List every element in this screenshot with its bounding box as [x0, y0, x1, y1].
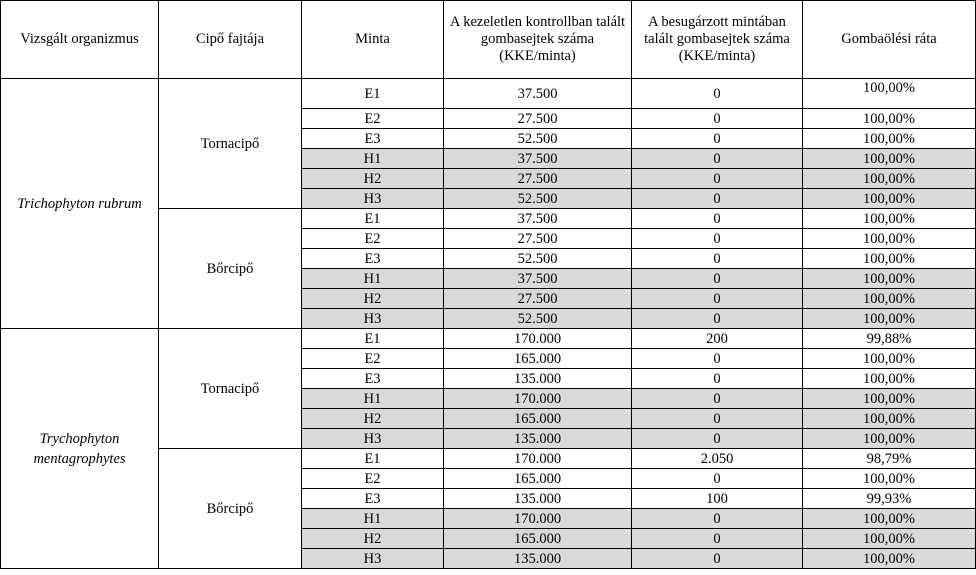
control-count-cell: 165.000: [444, 349, 632, 369]
sample-cell: H1: [302, 509, 444, 529]
irradiated-count-cell: 0: [632, 469, 803, 489]
sample-cell: H3: [302, 309, 444, 329]
control-count-cell: 135.000: [444, 369, 632, 389]
header-row: [1, 1, 976, 79]
sample-cell: E3: [302, 249, 444, 269]
sample-cell: H1: [302, 269, 444, 289]
sample-cell: H2: [302, 169, 444, 189]
control-count-cell: 37.500: [444, 149, 632, 169]
sample-cell: E2: [302, 469, 444, 489]
irradiated-count-cell: 0: [632, 529, 803, 549]
irradiated-count-cell: 0: [632, 189, 803, 209]
kill-rate-cell: 99,93%: [803, 489, 976, 509]
header-control-count: A kezeletlen kontrollban talált gombasejtek száma (KKE/minta): [444, 1, 632, 79]
control-count-cell: 170.000: [444, 449, 632, 469]
control-count-cell: 37.500: [444, 269, 632, 289]
kill-rate-cell: 100,00%: [803, 369, 976, 389]
shoe-type-cell: Tornacipő: [159, 79, 302, 209]
sample-cell: E2: [302, 229, 444, 249]
sample-cell: E1: [302, 449, 444, 469]
sample-cell: H1: [302, 389, 444, 409]
kill-rate-cell: 100,00%: [803, 249, 976, 269]
kill-rate-cell: 100,00%: [803, 289, 976, 309]
kill-rate-cell: 100,00%: [803, 509, 976, 529]
irradiated-count-cell: 100: [632, 489, 803, 509]
kill-rate-cell: 100,00%: [803, 389, 976, 409]
table-row: [1, 79, 976, 109]
control-count-cell: 27.500: [444, 169, 632, 189]
control-count-cell: 170.000: [444, 329, 632, 349]
sample-cell: E3: [302, 489, 444, 509]
irradiated-count-cell: 0: [632, 129, 803, 149]
organism-cell: Trychophyton mentagrophytes: [1, 329, 159, 569]
kill-rate-cell: 100,00%: [803, 189, 976, 209]
irradiated-count-cell: 0: [632, 229, 803, 249]
irradiated-count-cell: 2.050: [632, 449, 803, 469]
irradiated-count-cell: 0: [632, 549, 803, 569]
table-row: [1, 329, 976, 349]
control-count-cell: 52.500: [444, 129, 632, 149]
sample-cell: E2: [302, 349, 444, 369]
sample-cell: E1: [302, 209, 444, 229]
kill-rate-cell: 100,00%: [803, 129, 976, 149]
irradiated-count-cell: 0: [632, 109, 803, 129]
control-count-cell: 37.500: [444, 209, 632, 229]
kill-rate-cell: 100,00%: [803, 409, 976, 429]
control-count-cell: 135.000: [444, 489, 632, 509]
shoe-type-cell: Tornacipő: [159, 329, 302, 449]
sample-cell: E3: [302, 369, 444, 389]
irradiated-count-cell: 0: [632, 289, 803, 309]
sample-cell: H2: [302, 409, 444, 429]
control-count-cell: 27.500: [444, 289, 632, 309]
irradiated-count-cell: 0: [632, 79, 803, 109]
sample-cell: E3: [302, 129, 444, 149]
kill-rate-cell: 99,88%: [803, 329, 976, 349]
control-count-cell: 165.000: [444, 529, 632, 549]
sample-cell: H3: [302, 549, 444, 569]
header-shoe-type: Cipő fajtája: [159, 1, 302, 79]
irradiated-count-cell: 0: [632, 149, 803, 169]
sample-cell: E1: [302, 329, 444, 349]
control-count-cell: 135.000: [444, 429, 632, 449]
kill-rate-cell: 100,00%: [803, 169, 976, 189]
control-count-cell: 37.500: [444, 79, 632, 109]
control-count-cell: 170.000: [444, 389, 632, 409]
control-count-cell: 165.000: [444, 409, 632, 429]
sample-cell: H3: [302, 429, 444, 449]
kill-rate-cell: 100,00%: [803, 549, 976, 569]
control-count-cell: 52.500: [444, 249, 632, 269]
kill-rate-cell: 100,00%: [803, 469, 976, 489]
irradiated-count-cell: 0: [632, 369, 803, 389]
shoe-type-cell: Bőrcipő: [159, 449, 302, 569]
sample-cell: H1: [302, 149, 444, 169]
irradiated-count-cell: 0: [632, 269, 803, 289]
kill-rate-cell: 100,00%: [803, 529, 976, 549]
sample-cell: H3: [302, 189, 444, 209]
kill-rate-cell: 98,79%: [803, 449, 976, 469]
irradiated-count-cell: 0: [632, 169, 803, 189]
kill-rate-cell: 100,00%: [803, 109, 976, 129]
kill-rate-cell: 100,00%: [803, 79, 976, 109]
header-kill-rate: Gombaölési ráta: [803, 1, 976, 79]
kill-rate-cell: 100,00%: [803, 209, 976, 229]
irradiated-count-cell: 0: [632, 509, 803, 529]
kill-rate-cell: 100,00%: [803, 429, 976, 449]
sample-cell: E2: [302, 109, 444, 129]
sample-cell: E1: [302, 79, 444, 109]
control-count-cell: 165.000: [444, 469, 632, 489]
control-count-cell: 27.500: [444, 229, 632, 249]
irradiated-count-cell: 0: [632, 389, 803, 409]
sample-cell: H2: [302, 529, 444, 549]
irradiated-count-cell: 0: [632, 309, 803, 329]
control-count-cell: 135.000: [444, 549, 632, 569]
results-table-body: [1, 1, 976, 569]
kill-rate-cell: 100,00%: [803, 229, 976, 249]
kill-rate-cell: 100,00%: [803, 349, 976, 369]
irradiated-count-cell: 0: [632, 409, 803, 429]
irradiated-count-cell: 0: [632, 209, 803, 229]
control-count-cell: 27.500: [444, 109, 632, 129]
control-count-cell: 52.500: [444, 309, 632, 329]
kill-rate-cell: 100,00%: [803, 309, 976, 329]
irradiated-count-cell: 200: [632, 329, 803, 349]
header-irradiated-count: A besugárzott mintában talált gombasejtek száma (KKE/minta): [632, 1, 803, 79]
organism-cell: Trichophyton rubrum: [1, 79, 159, 329]
irradiated-count-cell: 0: [632, 429, 803, 449]
control-count-cell: 170.000: [444, 509, 632, 529]
header-organism: Vizsgált organizmus: [1, 1, 159, 79]
irradiated-count-cell: 0: [632, 349, 803, 369]
kill-rate-cell: 100,00%: [803, 149, 976, 169]
kill-rate-cell: 100,00%: [803, 269, 976, 289]
sample-cell: H2: [302, 289, 444, 309]
irradiated-count-cell: 0: [632, 249, 803, 269]
shoe-type-cell: Bőrcipő: [159, 209, 302, 329]
control-count-cell: 52.500: [444, 189, 632, 209]
header-sample: Minta: [302, 1, 444, 79]
